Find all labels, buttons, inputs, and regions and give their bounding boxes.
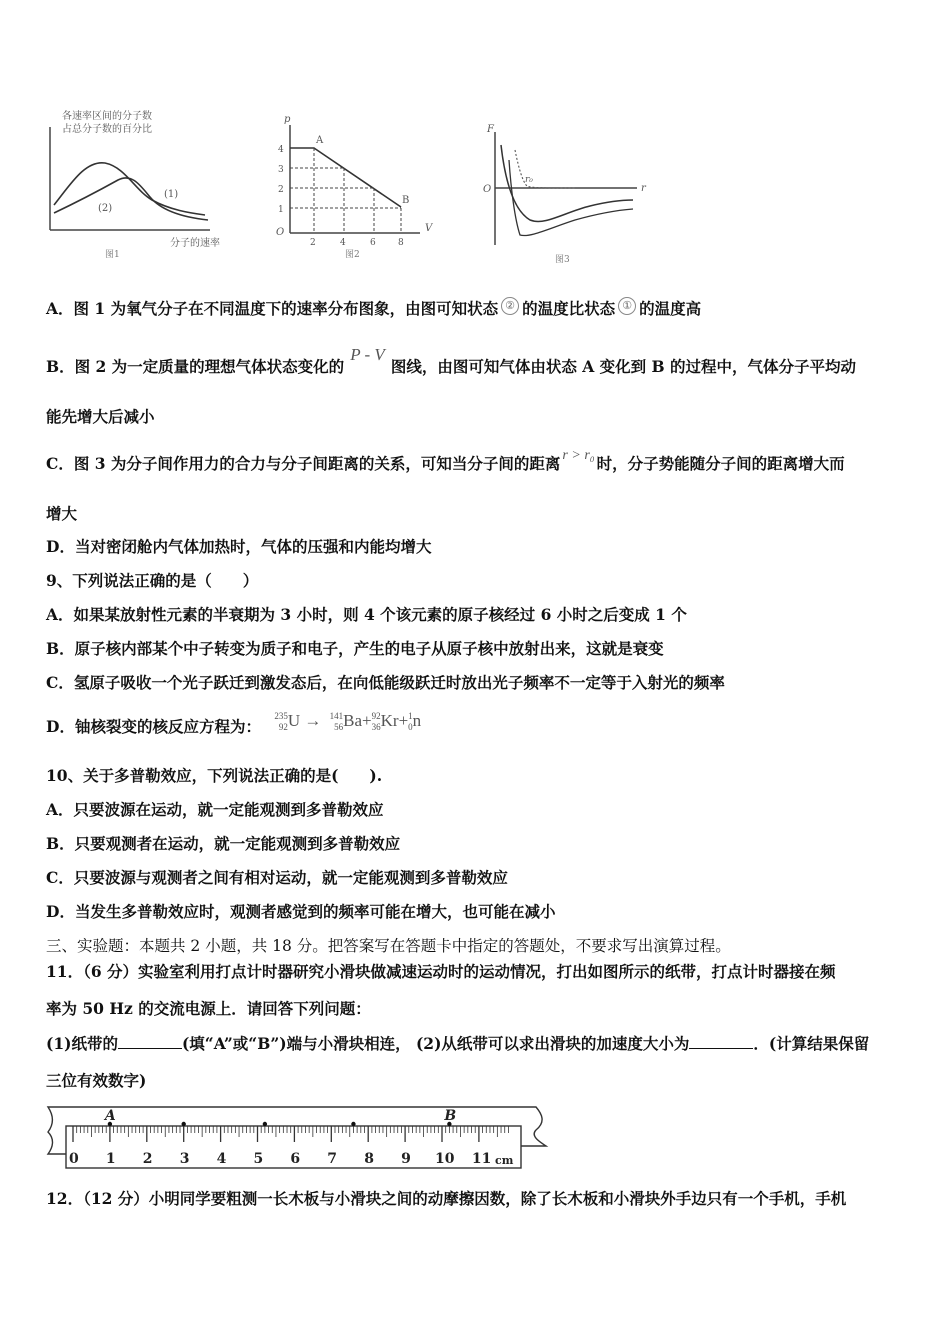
q9-option-b: B．原子核内部某个中子转变为质子和电子，产生的电子从原子核中放射出来，这就是衰变 xyxy=(46,639,664,658)
q8-option-c-cont: 增大 xyxy=(46,504,78,523)
q8-option-c xyxy=(46,448,845,474)
q10-option-b: B．只要观测者在运动，就一定能观测到多普勒效应 xyxy=(46,834,401,853)
pv-formula: P - V xyxy=(350,345,385,364)
q8-b-text-pre: B．图 2 为一定质量的理想气体状态变化的 xyxy=(46,357,345,376)
kr-atomic-number: 36 xyxy=(371,722,381,733)
fig1-curve-2 xyxy=(54,178,208,220)
fig2-ytick: 3 xyxy=(278,165,284,175)
q8-a-text-post: 的温度高 xyxy=(639,299,702,318)
fission-equation xyxy=(274,711,422,733)
fig2-xtick: 2 xyxy=(310,238,316,248)
q10-stem: 10、关于多普勒效应，下列说法正确的是( ). xyxy=(46,766,383,785)
ruler-number: 11 xyxy=(471,1151,492,1167)
answer-blank-1[interactable] xyxy=(118,1034,182,1049)
q8-a-text-pre: A．图 1 为氧气分子在不同温度下的速率分布图象，由图可知状态 xyxy=(46,299,499,318)
fig1-ylabel-line1: 各速率区间的分子数 xyxy=(62,111,152,122)
neutron-symbol: n xyxy=(412,711,422,730)
fig2-y-axis-label: p xyxy=(284,114,291,125)
q11-part2-text: (填“A”或“B”)端与小滑块相连， (2)从纸带可以求出滑块的加速度大小为 xyxy=(181,1034,690,1053)
fig3-caption: 图3 xyxy=(555,255,570,265)
ruler-number: 0 xyxy=(69,1151,79,1167)
fig2-xtick: 6 xyxy=(370,238,376,248)
kr-mass-number: 92 xyxy=(371,711,381,722)
u-mass-number: 235 xyxy=(274,711,288,722)
ba-mass-number: 141 xyxy=(329,711,344,722)
kr-symbol: Kr xyxy=(380,711,399,730)
q10-option-c: C．只要波源与观测者之间有相对运动，就一定能观测到多普勒效应 xyxy=(46,868,508,887)
q8-c-text-pre: C．图 3 为分子间作用力的合力与分子间距离的关系，可知当分子间的距离 xyxy=(46,454,561,473)
tape-dot xyxy=(263,1122,267,1126)
ba-symbol: Ba xyxy=(343,711,363,730)
q11-part1-text: (1)纸带的 xyxy=(46,1034,118,1053)
ruler-number: 3 xyxy=(179,1151,190,1167)
fig2-ytick: 4 xyxy=(278,145,284,155)
figure-1 xyxy=(40,105,240,265)
ruler-unit: cm xyxy=(495,1154,514,1167)
ruler-number: 8 xyxy=(364,1151,374,1167)
tape-dot xyxy=(182,1122,186,1126)
q9-d-text: D．铀核裂变的核反应方程为： xyxy=(46,717,261,736)
fig3-net-force-curve xyxy=(501,145,633,221)
q8-c-text-post: 时，分子势能随分子间的距离增大而 xyxy=(596,454,845,473)
fig3-repulsion-curve xyxy=(515,150,575,188)
n-atomic-number: 0 xyxy=(408,722,413,733)
ruler-number: 4 xyxy=(216,1151,227,1167)
q11-line-3 xyxy=(46,1032,869,1054)
ruler-tape-figure xyxy=(46,1102,556,1172)
fig2-process-line xyxy=(290,148,401,207)
ruler-number: 9 xyxy=(401,1151,411,1167)
q12-line-1: 12．（12 分）小明同学要粗测一长木板与小滑块之间的动摩擦因数，除了长木板和小滑块外手边只有一个手机，手机 xyxy=(46,1189,847,1208)
q8-option-d: D．当对密闭舱内气体加热时，气体的压强和内能均增大 xyxy=(46,537,432,556)
fig3-origin: O xyxy=(483,184,492,195)
fig3-y-axis-label: F xyxy=(487,124,494,135)
fig1-curve-1-label: (1) xyxy=(164,189,179,200)
ruler-number: 7 xyxy=(327,1151,338,1167)
state-1-symbol: ① xyxy=(618,297,636,315)
fig2-dashed-guides xyxy=(290,148,401,233)
n-mass-number: 1 xyxy=(408,711,413,722)
fig2-ytick: 2 xyxy=(278,185,284,195)
ruler-number: 5 xyxy=(253,1151,264,1167)
u-atomic-number: 92 xyxy=(278,722,288,733)
ruler-number: 1 xyxy=(105,1151,116,1167)
reaction-arrow: → xyxy=(304,711,322,730)
q9-stem: 9、下列说法正确的是（ ） xyxy=(46,571,259,590)
fig3-x-axis-label: r xyxy=(641,183,646,194)
fig1-curve-2-label: (2) xyxy=(98,203,113,214)
fig3-r0-label: r₀ xyxy=(525,175,533,185)
ba-atomic-number: 56 xyxy=(334,722,344,733)
figure-2 xyxy=(270,105,440,265)
q8-b-text-post: 图线，由图可知气体由状态 A 变化到 B 的过程中，气体分子平均动 xyxy=(390,357,857,376)
plus-sign: + xyxy=(362,711,372,730)
tape-label-b: B xyxy=(444,1108,457,1124)
q8-option-a xyxy=(46,297,701,319)
q11-line-4: 三位有效数字) xyxy=(46,1071,147,1090)
figure-3 xyxy=(475,120,655,270)
q9-option-d xyxy=(46,711,422,739)
r-gt-r0-formula: r > r₀ xyxy=(562,448,595,463)
q11-note-text: ．(计算结果保留 xyxy=(753,1034,870,1053)
q8-option-b xyxy=(46,345,857,377)
q11-line-1: 11．（6 分）实验室利用打点计时器研究小滑块做减速运动时的运动情况，打出如图所示的纸带，打点计时器接在频 xyxy=(46,962,836,981)
section-3-heading: 三、实验题：本题共 2 小题，共 18 分。把答案写在答题卡中指定的答题处，不要求写出演算过程。 xyxy=(46,937,731,955)
fig1-caption: 图1 xyxy=(105,250,120,260)
q10-option-a: A．只要波源在运动，就一定能观测到多普勒效应 xyxy=(46,800,384,819)
q9-option-a: A．如果某放射性元素的半衰期为 3 小时，则 4 个该元素的原子核经过 6 小时之后变成 1 个 xyxy=(46,605,687,624)
q8-a-text-mid: 的温度比状态 xyxy=(522,299,616,318)
fig2-point-a: A xyxy=(316,135,324,146)
tape-dot xyxy=(351,1122,355,1126)
fig2-x-axis-label: V xyxy=(425,223,433,234)
fig2-caption: 图2 xyxy=(345,250,360,260)
tape-label-a: A xyxy=(104,1108,116,1124)
fig1-curve-1 xyxy=(54,163,205,215)
fig1-xlabel: 分子的速率 xyxy=(170,238,220,249)
q11-line-2: 率为 50 Hz 的交流电源上．请回答下列问题： xyxy=(46,999,371,1018)
u-symbol: U xyxy=(287,711,301,730)
fig2-xtick: 4 xyxy=(340,238,346,248)
ruler-number: 10 xyxy=(435,1151,455,1167)
q9-option-c: C．氢原子吸收一个光子跃迁到激发态后，在向低能级跃迁时放出光子频率不一定等于入射光的频率 xyxy=(46,673,725,692)
fig2-xtick: 8 xyxy=(398,238,404,248)
fig2-origin: O xyxy=(276,227,285,238)
ruler-number: 2 xyxy=(142,1151,153,1167)
fig2-ytick: 1 xyxy=(278,205,284,215)
fig2-point-b: B xyxy=(402,195,410,206)
ruler-number: 6 xyxy=(290,1151,301,1167)
fig1-ylabel-line2: 占总分子数的百分比 xyxy=(62,124,152,135)
answer-blank-2[interactable] xyxy=(689,1034,753,1049)
state-2-symbol: ② xyxy=(501,297,519,315)
q8-option-b-cont: 能先增大后减小 xyxy=(46,407,155,426)
fig3-attraction-curve xyxy=(509,160,633,236)
q10-option-d: D．当发生多普勒效应时，观测者感觉到的频率可能在增大，也可能在减小 xyxy=(46,902,556,921)
plus-sign: + xyxy=(398,711,409,730)
